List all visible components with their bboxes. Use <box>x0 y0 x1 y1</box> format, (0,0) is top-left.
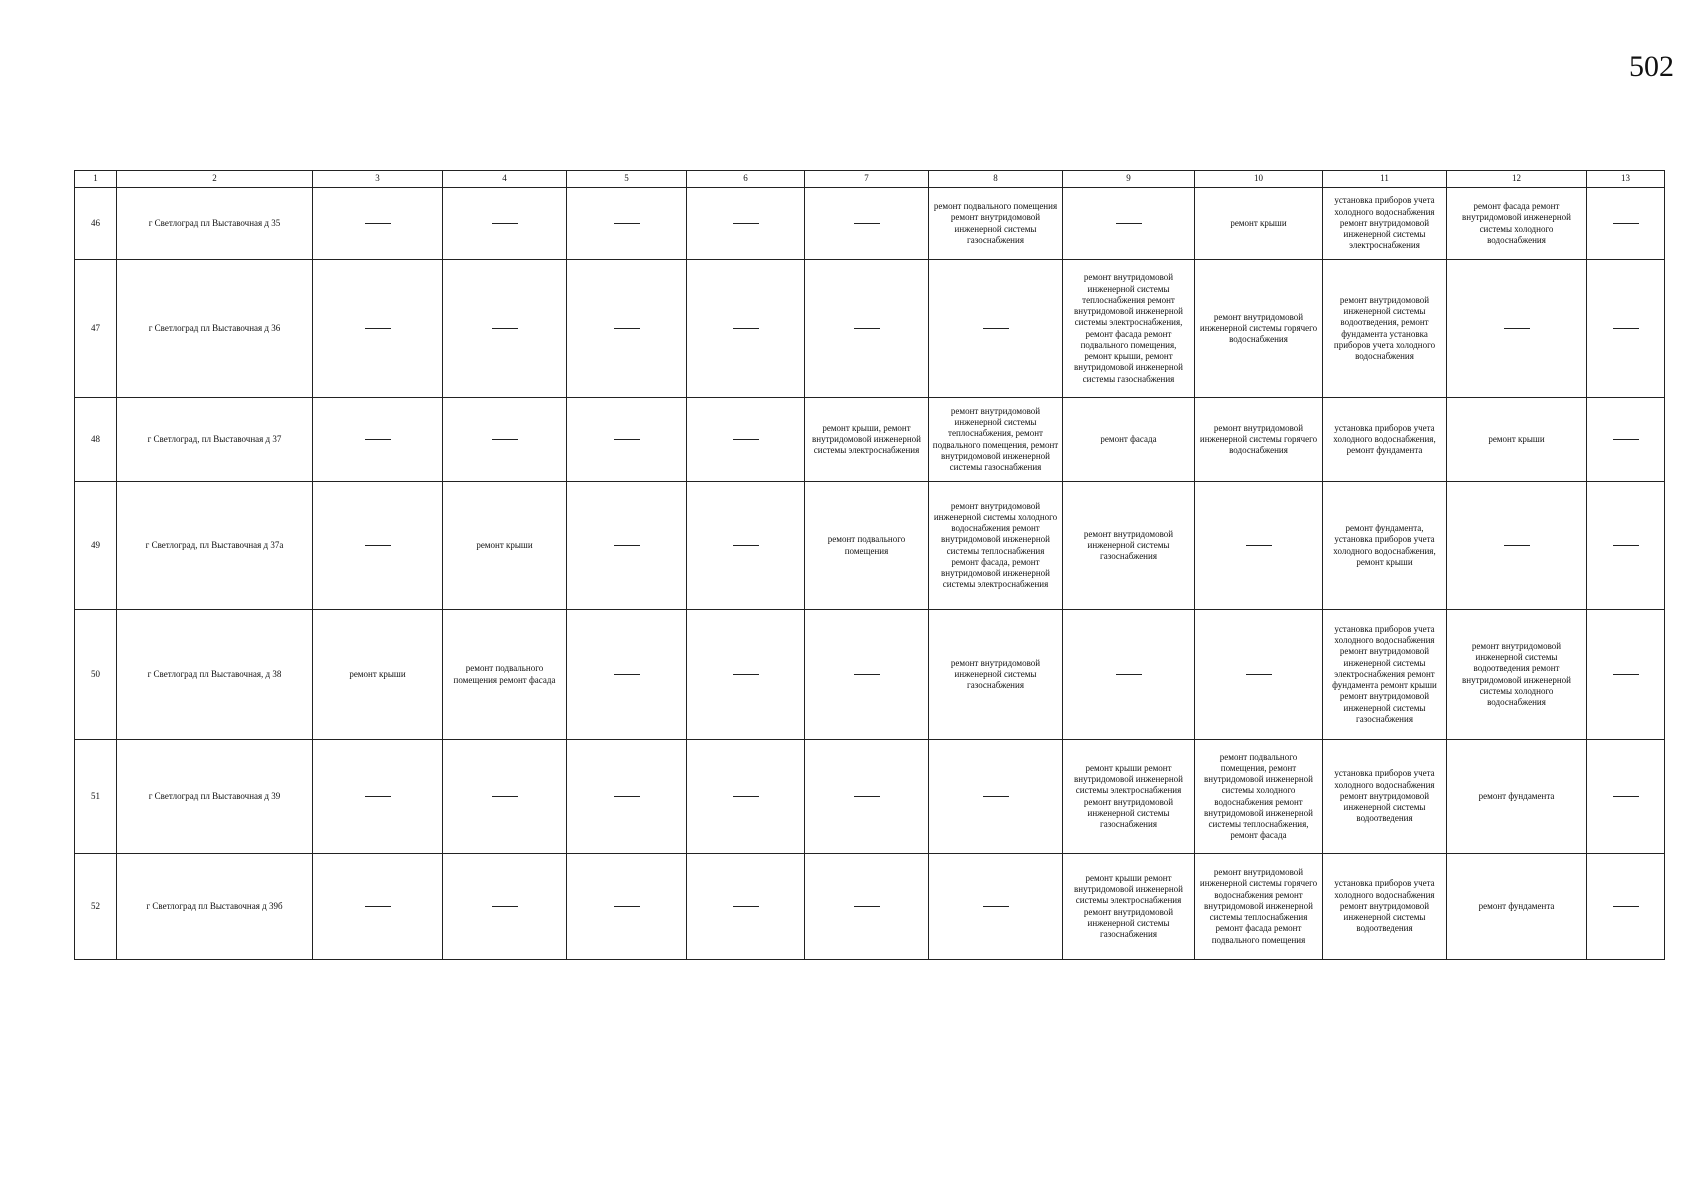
row-number: 50 <box>75 610 117 740</box>
work-type-text: ремонт внутридомовой инженерной системы газоснабжения <box>950 657 1041 691</box>
work-type-cell <box>929 482 1063 610</box>
work-type-cell <box>443 610 567 740</box>
dash-mark <box>614 439 640 440</box>
dash-mark <box>1613 223 1639 224</box>
dash-mark <box>733 223 759 224</box>
work-type-text: ремонт крыши ремонт внутридомовой инженерной системы электроснабжения ремонт внутридомовой инженерной системы газоснабжения <box>1074 872 1183 939</box>
dash-mark <box>854 223 880 224</box>
work-type-cell <box>1195 740 1323 854</box>
empty-dash-cell <box>567 482 687 610</box>
work-type-text: ремонт крыши <box>476 539 533 550</box>
work-type-cell <box>805 398 929 482</box>
empty-dash-cell <box>929 854 1063 960</box>
column-number-7: 7 <box>805 171 929 188</box>
work-type-cell <box>1063 740 1195 854</box>
column-number-1: 1 <box>75 171 117 188</box>
work-type-cell <box>1323 260 1447 398</box>
work-type-text: ремонт внутридомовой инженерной системы холодного водоснабжения ремонт внутридомовой инженерной системы теплоснабжения ремонт фасада, ремонт внутридомовой инженерной системы электроснабжения <box>933 500 1058 590</box>
empty-dash-cell <box>1195 610 1323 740</box>
empty-dash-cell <box>1195 482 1323 610</box>
work-type-cell <box>1447 398 1587 482</box>
page-number: 502 <box>1629 50 1674 83</box>
address-cell: г Светлоград, пл Выставочная д 37а <box>117 482 313 610</box>
work-type-text: ремонт внутридомовой инженерной системы горячего водоснабжения <box>1199 422 1318 456</box>
empty-dash-cell <box>443 740 567 854</box>
dash-mark <box>365 328 391 329</box>
dash-mark <box>854 796 880 797</box>
row-number: 51 <box>75 740 117 854</box>
dash-mark <box>854 328 880 329</box>
dash-mark <box>733 674 759 675</box>
empty-dash-cell <box>687 740 805 854</box>
column-number-2: 2 <box>117 171 313 188</box>
work-type-text: ремонт внутридомовой инженерной системы газоснабжения <box>1083 528 1174 562</box>
dash-mark <box>365 439 391 440</box>
address-cell: г Светлоград, пл Выставочная д 37 <box>117 398 313 482</box>
empty-dash-cell <box>805 610 929 740</box>
dash-mark <box>733 906 759 907</box>
work-type-text: ремонт внутридомовой инженерной системы теплоснабжения ремонт внутридомовой инженерной системы электроснабжения, ремонт фасада ремонт подвального помещения, ремонт крыши, ремонт внутридомовой инженерной системы газоснабжения <box>1074 272 1183 384</box>
work-type-cell <box>313 610 443 740</box>
work-type-cell <box>1195 854 1323 960</box>
work-type-text: ремонт крыши <box>1230 217 1287 228</box>
row-number: 52 <box>75 854 117 960</box>
dash-mark <box>492 796 518 797</box>
column-number-9: 9 <box>1063 171 1195 188</box>
address-cell: г Светлоград пл Выставочная д 35 <box>117 188 313 260</box>
work-type-cell <box>929 398 1063 482</box>
empty-dash-cell <box>805 854 929 960</box>
dash-mark <box>1246 545 1272 546</box>
dash-mark <box>733 328 759 329</box>
empty-dash-cell <box>1587 740 1665 854</box>
work-type-text: ремонт крыши ремонт внутридомовой инженерной системы электроснабжения ремонт внутридомовой инженерной системы газоснабжения <box>1074 762 1183 829</box>
empty-dash-cell <box>687 854 805 960</box>
work-type-text: установка приборов учета холодного водоснабжения, ремонт фундамента <box>1333 422 1436 456</box>
work-type-text: ремонт внутридомовой инженерной системы горячего водоснабжения <box>1199 311 1318 345</box>
dash-mark <box>365 906 391 907</box>
dash-mark <box>614 796 640 797</box>
row-number: 46 <box>75 188 117 260</box>
empty-dash-cell <box>567 188 687 260</box>
column-number-8: 8 <box>929 171 1063 188</box>
empty-dash-cell <box>443 188 567 260</box>
work-type-text: установка приборов учета холодного водоснабжения ремонт внутридомовой инженерной системы электроснабжения ремонт фундамента ремонт крыши ремонт внутридомовой инженерной системы газоснабжения <box>1332 623 1437 724</box>
empty-dash-cell <box>687 610 805 740</box>
dash-mark <box>854 906 880 907</box>
dash-mark <box>983 328 1009 329</box>
empty-dash-cell <box>313 188 443 260</box>
work-type-cell <box>1323 482 1447 610</box>
work-type-cell <box>1323 740 1447 854</box>
work-type-text: ремонт крыши <box>349 668 406 679</box>
dash-mark <box>733 439 759 440</box>
work-type-cell <box>1323 854 1447 960</box>
empty-dash-cell <box>1587 482 1665 610</box>
column-number-10: 10 <box>1195 171 1323 188</box>
dash-mark <box>1613 545 1639 546</box>
table-row <box>75 260 1665 398</box>
table-row <box>75 854 1665 960</box>
dash-mark <box>1613 906 1639 907</box>
work-type-cell <box>1063 260 1195 398</box>
address-cell: г Светлоград пл Выставочная, д 38 <box>117 610 313 740</box>
empty-dash-cell <box>313 398 443 482</box>
work-type-cell <box>1063 854 1195 960</box>
address-cell: г Светлоград пл Выставочная д 39б <box>117 854 313 960</box>
empty-dash-cell <box>687 260 805 398</box>
empty-dash-cell <box>567 854 687 960</box>
column-number-5: 5 <box>567 171 687 188</box>
work-type-text: ремонт подвального помещения ремонт внутридомовой инженерной системы газоснабжения <box>933 201 1058 245</box>
work-type-cell <box>929 610 1063 740</box>
empty-dash-cell <box>929 740 1063 854</box>
work-type-cell <box>1195 260 1323 398</box>
dash-mark <box>492 439 518 440</box>
empty-dash-cell <box>313 740 443 854</box>
dash-mark <box>614 328 640 329</box>
work-type-text: установка приборов учета холодного водоснабжения ремонт внутридомовой инженерной системы водоотведения <box>1334 878 1435 934</box>
work-type-text: ремонт внутридомовой инженерной системы водоотведения, ремонт фундамента установка приборов учета холодного водоснабжения <box>1333 294 1436 361</box>
work-type-cell <box>1323 188 1447 260</box>
empty-dash-cell <box>567 610 687 740</box>
work-type-text: ремонт фундамента <box>1478 790 1555 801</box>
column-number-12: 12 <box>1447 171 1587 188</box>
dash-mark <box>733 796 759 797</box>
work-type-text: ремонт крыши, ремонт внутридомовой инженерной системы электроснабжения <box>812 422 921 456</box>
empty-dash-cell <box>1447 482 1587 610</box>
column-number-11: 11 <box>1323 171 1447 188</box>
empty-dash-cell <box>1587 854 1665 960</box>
work-type-text: ремонт фасада <box>1100 433 1157 444</box>
dash-mark <box>492 906 518 907</box>
empty-dash-cell <box>687 398 805 482</box>
work-type-cell <box>1447 740 1587 854</box>
table-row <box>75 188 1665 260</box>
dash-mark <box>614 906 640 907</box>
work-type-text: установка приборов учета холодного водоснабжения ремонт внутридомовой инженерной системы водоотведения <box>1334 768 1435 824</box>
dash-mark <box>1116 674 1142 675</box>
column-number-6: 6 <box>687 171 805 188</box>
column-number-3: 3 <box>313 171 443 188</box>
work-type-cell <box>1447 188 1587 260</box>
empty-dash-cell <box>567 398 687 482</box>
dash-mark <box>365 545 391 546</box>
table-row <box>75 740 1665 854</box>
empty-dash-cell <box>1587 188 1665 260</box>
empty-dash-cell <box>805 740 929 854</box>
dash-mark <box>492 223 518 224</box>
work-type-cell <box>1447 854 1587 960</box>
empty-dash-cell <box>443 260 567 398</box>
empty-dash-cell <box>443 398 567 482</box>
work-type-text: ремонт внутридомовой инженерной системы горячего водоснабжения ремонт внутридомовой инженерной системы теплоснабжения ремонт фасада ремонт подвального помещения <box>1199 867 1318 945</box>
empty-dash-cell <box>929 260 1063 398</box>
dash-mark <box>614 223 640 224</box>
empty-dash-cell <box>313 482 443 610</box>
empty-dash-cell <box>687 188 805 260</box>
work-type-cell <box>1195 188 1323 260</box>
dash-mark <box>733 545 759 546</box>
address-cell: г Светлоград пл Выставочная д 36 <box>117 260 313 398</box>
table-row <box>75 482 1665 610</box>
work-type-text: ремонт подвального помещения, ремонт внутридомовой инженерной системы холодного водоснабжения ремонт внутридомовой инженерной системы теплоснабжения, ремонт фасада <box>1204 751 1313 841</box>
empty-dash-cell <box>313 260 443 398</box>
dash-mark <box>1504 328 1530 329</box>
row-number: 48 <box>75 398 117 482</box>
dash-mark <box>983 906 1009 907</box>
row-number: 49 <box>75 482 117 610</box>
column-number-4: 4 <box>443 171 567 188</box>
work-type-text: ремонт фундамента <box>1478 900 1555 911</box>
empty-dash-cell <box>805 188 929 260</box>
work-type-text: ремонт фундамента, установка приборов учета холодного водоснабжения, ремонт крыши <box>1333 523 1436 567</box>
column-number-13: 13 <box>1587 171 1665 188</box>
work-type-cell <box>1063 398 1195 482</box>
work-type-cell <box>1195 398 1323 482</box>
work-type-text: ремонт крыши <box>1488 433 1545 444</box>
dash-mark <box>1613 439 1639 440</box>
dash-mark <box>492 328 518 329</box>
work-type-text: ремонт подвального помещения ремонт фасада <box>453 663 556 685</box>
empty-dash-cell <box>1063 188 1195 260</box>
dash-mark <box>854 674 880 675</box>
dash-mark <box>614 545 640 546</box>
work-type-cell <box>1323 398 1447 482</box>
work-type-text: ремонт внутридомовой инженерной системы теплоснабжения, ремонт подвального помещения, ремонт внутридомовой инженерной системы газоснабжения <box>932 405 1059 472</box>
empty-dash-cell <box>1587 610 1665 740</box>
work-type-cell <box>805 482 929 610</box>
table-row <box>75 610 1665 740</box>
work-type-text: ремонт фасада ремонт внутридомовой инженерной системы холодного водоснабжения <box>1462 201 1571 245</box>
work-type-text: ремонт внутридомовой инженерной системы водоотведения ремонт внутридомовой инженерной системы холодного водоснабжения <box>1462 640 1571 707</box>
empty-dash-cell <box>443 854 567 960</box>
address-cell: г Светлоград пл Выставочная д 39 <box>117 740 313 854</box>
dash-mark <box>1613 796 1639 797</box>
empty-dash-cell <box>805 260 929 398</box>
dash-mark <box>983 796 1009 797</box>
table-row <box>75 398 1665 482</box>
dash-mark <box>1116 223 1142 224</box>
empty-dash-cell <box>1063 610 1195 740</box>
work-type-cell <box>929 188 1063 260</box>
work-type-cell <box>443 482 567 610</box>
row-number: 47 <box>75 260 117 398</box>
repair-schedule-table <box>74 170 1665 960</box>
dash-mark <box>365 796 391 797</box>
dash-mark <box>1613 328 1639 329</box>
work-type-text: установка приборов учета холодного водоснабжения ремонт внутридомовой инженерной системы электроснабжения <box>1334 195 1435 251</box>
empty-dash-cell <box>567 740 687 854</box>
work-type-cell <box>1063 482 1195 610</box>
dash-mark <box>614 674 640 675</box>
empty-dash-cell <box>313 854 443 960</box>
work-type-cell <box>1323 610 1447 740</box>
empty-dash-cell <box>1587 260 1665 398</box>
dash-mark <box>365 223 391 224</box>
dash-mark <box>1246 674 1272 675</box>
work-type-text: ремонт подвального помещения <box>827 534 906 556</box>
empty-dash-cell <box>687 482 805 610</box>
column-number-header-row <box>75 171 1665 188</box>
empty-dash-cell <box>567 260 687 398</box>
work-type-cell <box>1447 610 1587 740</box>
empty-dash-cell <box>1447 260 1587 398</box>
empty-dash-cell <box>1587 398 1665 482</box>
dash-mark <box>1613 674 1639 675</box>
dash-mark <box>1504 545 1530 546</box>
